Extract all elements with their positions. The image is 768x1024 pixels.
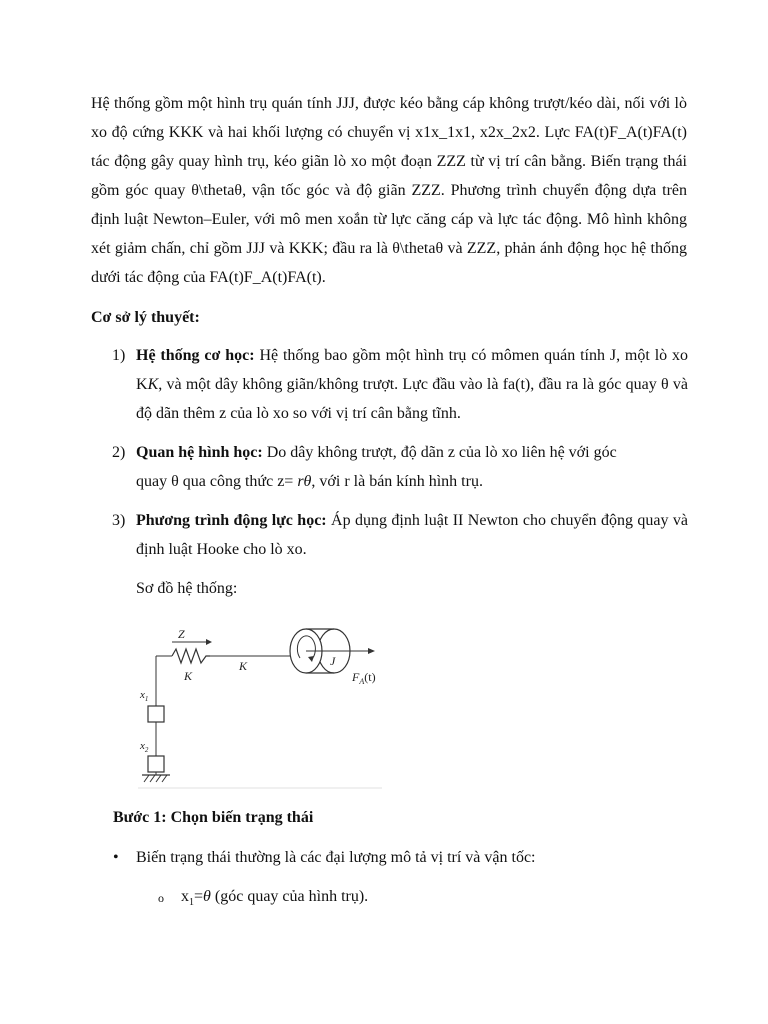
list-body-italic: rθ xyxy=(297,473,312,490)
system-diagram xyxy=(136,618,384,790)
theory-heading: Cơ sở lý thuyết: xyxy=(91,309,200,326)
list-title: Quan hệ hình học: xyxy=(136,444,263,461)
x2-label: $x_2$ xyxy=(140,740,149,754)
list-number: 1) xyxy=(112,347,126,364)
list-number: 2) xyxy=(112,444,126,461)
circle-bullet-icon: o xyxy=(158,891,164,905)
list-body: Do dây không trượt, độ dãn z của lò xo liên hệ với góc quay θ qua công thức z= xyxy=(136,444,617,490)
sub-bullet-text: $x_1=\theta$ (góc quay của hình trụ). xyxy=(181,888,369,909)
intro-paragraph: Hệ thống gồm một hình trụ quán tính JJJ, được kéo bằng cáp không trượt/kéo dài, nối với lò xo độ cứng KKK và hai khối lượng có chuyển vị x1x_1x1, x2x_2x2. Lực FA(t)F_A(t)FA(t) tác động gây quay hình trụ, kéo giãn lò xo một đoạn ZZZ từ vị trí cân bằng. Biến trạng thái gồm góc quay θ\thetaθ, vận tốc góc và độ giãn ZZZ. Phương trình chuyển động dựa trên định luật Newton–Euler, với mô men xoắn từ lực căng cáp và lực tác động. Mô hình không xét giảm chấn, chỉ gồm JJJ và KKK; đầu ra là θ\thetaθ và ZZZ, phản ánh động học hệ thống dưới tác động của FA(t)F_A(t)FA(t). xyxy=(91,95,687,286)
list-body-tail: , với r là bán kính hình trụ. xyxy=(311,473,483,490)
cable-label: K xyxy=(239,659,248,673)
list-body: Hệ thống bao gồm một hình trụ có mômen quán tính J, một lò xo K xyxy=(136,347,689,393)
list-title: Phương trình động lực học: xyxy=(136,512,327,529)
x1-label: $x_1$ xyxy=(140,689,149,703)
list-text xyxy=(136,438,636,496)
diagram-caption: Sơ đồ hệ thống: xyxy=(136,580,238,597)
list-body: Áp dụng định luật II Newton cho chuyển động quay và định luật Hooke cho lò xo. xyxy=(136,512,689,558)
mass-2 xyxy=(148,756,164,772)
list-body-italic: K xyxy=(147,376,159,393)
list-title: Hệ thống cơ học: xyxy=(136,347,255,364)
bullet-dot-icon: • xyxy=(113,849,119,866)
list-text xyxy=(136,506,688,564)
list-body-tail: , và một dây không giãn/không trượt. Lực đầu vào là fa(t), đầu ra là góc quay θ và độ dãn thêm z của lò xo so với vị trí cân bằng tĩnh. xyxy=(136,376,688,422)
list-number: 3) xyxy=(112,512,126,529)
mass-1 xyxy=(148,706,164,722)
bullet-text: Biến trạng thái thường là các đại lượng mô tả vị trí và vận tốc: xyxy=(136,849,536,866)
spring-label: K xyxy=(184,669,193,683)
inertia-label: J xyxy=(330,654,336,668)
list-text xyxy=(136,341,688,428)
force-label: $F_A(t)$ xyxy=(352,670,376,686)
step1-heading: Bước 1: Chọn biến trạng thái xyxy=(113,809,314,826)
z-label: Z xyxy=(178,627,185,641)
